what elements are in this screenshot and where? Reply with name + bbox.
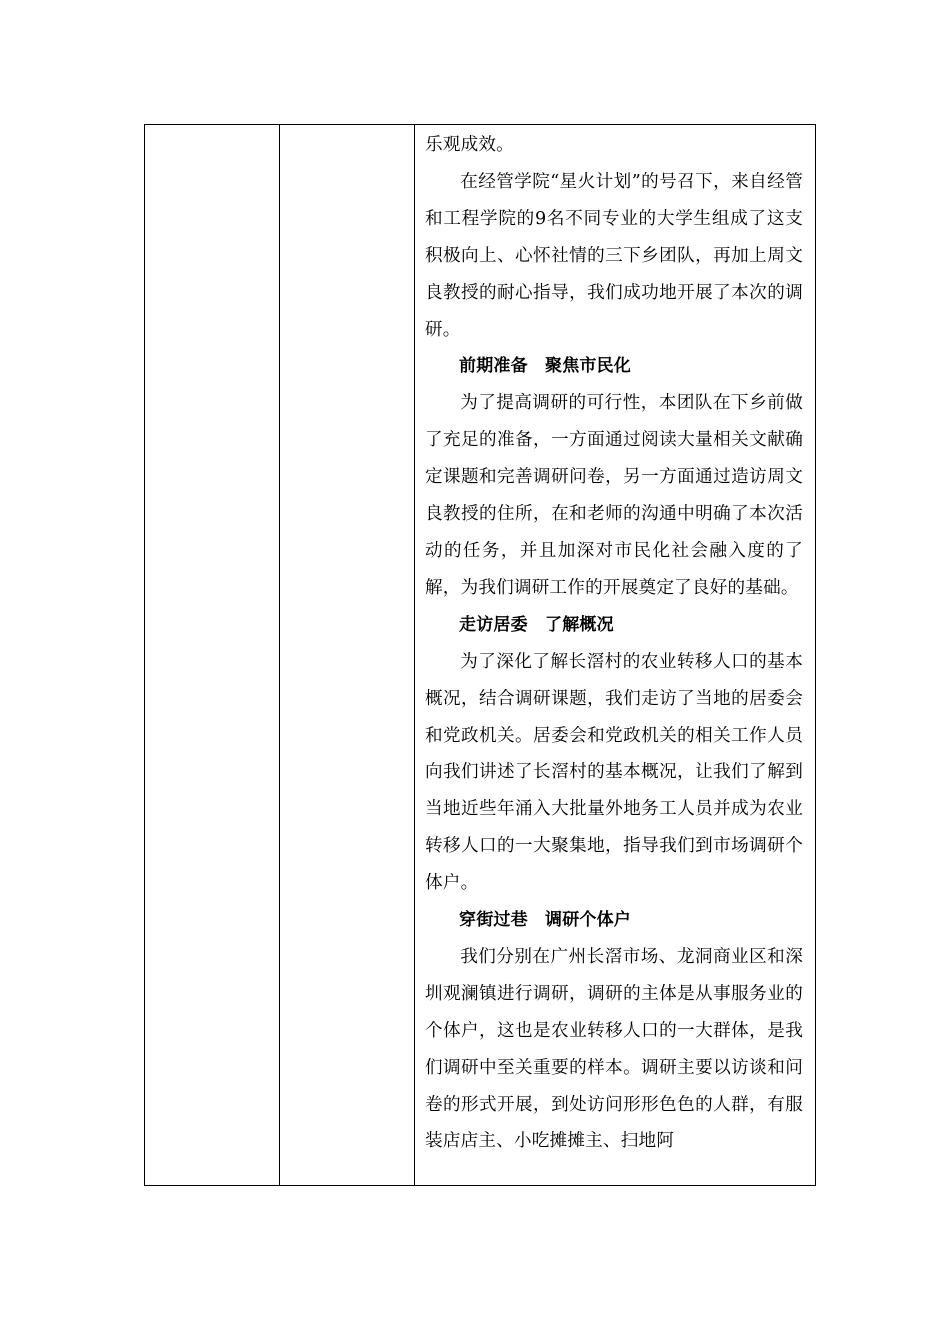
paragraph-preparation: 为了提高调研的可行性，本团队在下乡前做了充足的准备，一方面通过阅读大量相关文献确定课题和完善调研问卷，另一方面通过造访周文良教授的住所，在和老师的沟通中明确了本次活动的任务，并且加深对市民化社会融入度的了解，为我们调研工作的开展奠定了良好的基础。 <box>425 393 803 598</box>
section-heading-preparation: 前期准备 聚焦市民化 <box>459 356 631 377</box>
article-content <box>415 125 815 1160</box>
paragraph-continuation: 乐观成效。 <box>425 135 514 155</box>
section-heading-visit: 走访居委 了解概况 <box>459 614 614 635</box>
table-column-2 <box>280 125 415 1185</box>
document-table <box>144 124 816 1186</box>
paragraph-survey: 我们分别在广州长滘市场、龙洞商业区和深圳观澜镇进行调研，调研的主体是从事服务业的个体户，这也是农业转移人口的一大群体，是我们调研中至关重要的样本。调研主要以访谈和问卷的形式开展，到处访问形形色色的人群，有服装店店主、小吃摊摊主、扫地阿 <box>425 946 803 1152</box>
table-column-1 <box>145 125 280 1185</box>
table-column-3 <box>415 125 815 1185</box>
paragraph-visit: 为了深化了解长滘村的农业转移人口的基本概况，结合调研课题，我们走访了当地的居委会和党政机关。居委会和党政机关的相关工作人员向我们讲述了长滘村的基本概况，让我们了解到当地近些年涌入大批量外地务工人员并成为农业转移人口的一大聚集地，指导我们到市场调研个体户。 <box>425 651 803 894</box>
paragraph-intro: 在经管学院“星火计划”的号召下，来自经管和工程学院的9名不同专业的大学生组成了这支积极向上、心怀社情的三下乡团队，再加上周文良教授的耐心指导，我们成功地开展了本次的调研。 <box>425 171 803 340</box>
section-heading-survey: 穿街过巷 调研个体户 <box>459 910 631 931</box>
